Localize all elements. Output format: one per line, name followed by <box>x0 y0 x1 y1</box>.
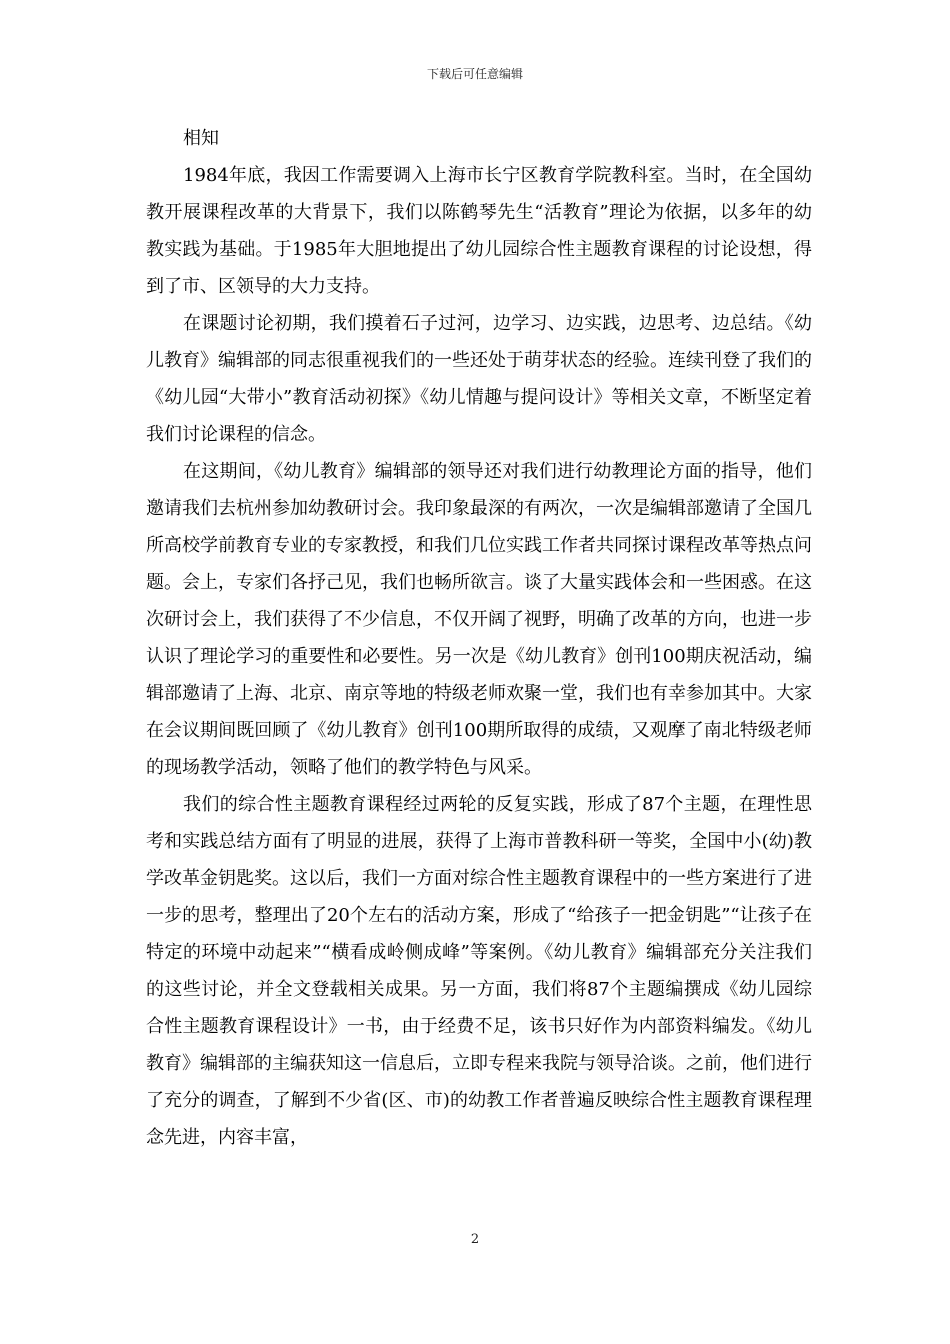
article-body <box>146 120 812 1156</box>
paragraph-1: 1984年底，我因工作需要调入上海市长宁区教育学院教科室。当时，在全国幼教开展课程改革的大背景下，我们以陈鹤琴先生“活教育”理论为依据，以多年的幼教实践为基础。于1985年大胆地提出了幼儿园综合性主题教育课程的讨论设想，得到了市、区领导的大力支持。 <box>146 165 812 297</box>
paragraph-3: 在这期间，《幼儿教育》编辑部的领导还对我们进行幼教理论方面的指导，他们邀请我们去杭州参加幼教研讨会。我印象最深的有两次，一次是编辑部邀请了全国几所高校学前教育专业的专家教授，和我们几位实践工作者共同探讨课程改革等热点问题。会上，专家们各抒己见，我们也畅所欲言。谈了大量实践体会和一些困惑。在这次研讨会上，我们获得了不少信息，不仅开阔了视野，明确了改革的方向，也进一步认识了理论学习的重要性和必要性。另一次是《幼儿教育》创刊100期庆祝活动，编辑部邀请了上海、北京、南京等地的特级老师欢聚一堂，我们也有幸参加其中。大家在会议期间既回顾了《幼儿教育》创刊100期所取得的成绩，又观摩了南北特级老师的现场教学活动，领略了他们的教学特色与风采。 <box>146 461 812 778</box>
article-title: 相知 <box>183 128 219 149</box>
page-header: 下载后可任意编辑 <box>426 67 523 81</box>
paragraph-4: 我们的综合性主题教育课程经过两轮的反复实践，形成了87个主题，在理性思考和实践总结方面有了明显的进展，获得了上海市普教科研一等奖，全国中小(幼)教学改革金钥匙奖。这以后，我们一方面对综合性主题教育课程中的一些方案进行了进一步的思考，整理出了20个左右的活动方案，形成了“给孩子一把金钥匙”“让孩子在特定的环境中动起来”“横看成岭侧成峰”等案例。《幼儿教育》编辑部充分关注我们的这些讨论，并全文登载相关成果。另一方面，我们将87个主题编撰成《幼儿园综合性主题教育课程设计》一书，由于经费不足，该书只好作为内部资料编发。《幼儿教育》编辑部的主编获知这一信息后，立即专程来我院与领导洽谈。之前，他们进行了充分的调查，了解到不少省(区、市)的幼教工作者普遍反映综合性主题教育课程理念先进，内容丰富， <box>146 794 812 1148</box>
paragraph-2: 在课题讨论初期，我们摸着石子过河，边学习、边实践，边思考、边总结。《幼儿教育》编辑部的同志很重视我们的一些还处于萌芽状态的经验。连续刊登了我们的《幼儿园“大带小”教育活动初探》《幼儿情趣与提问设计》等相关文章，不断坚定着我们讨论课程的信念。 <box>146 313 812 445</box>
page-number: 2 <box>470 1232 480 1247</box>
